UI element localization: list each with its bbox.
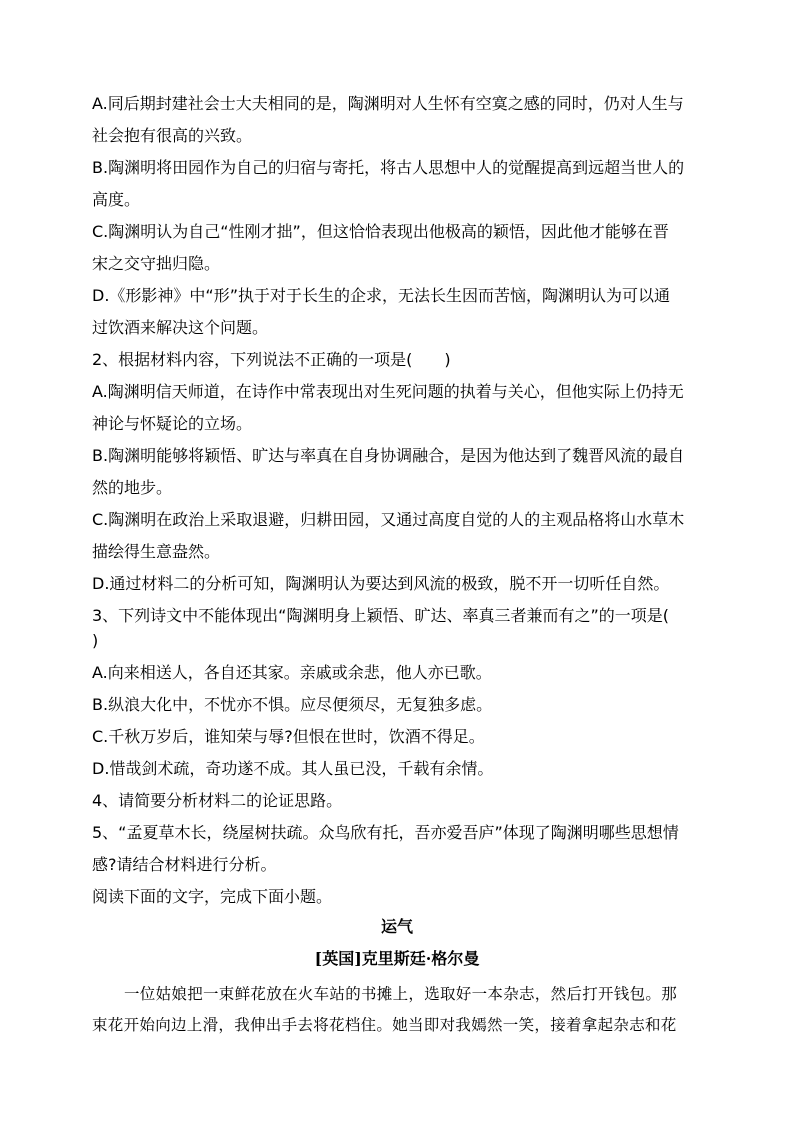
story-paragraph-line1: 一位姑娘把一束鲜花放在火车站的书摊上，选取好一本杂志，然后打开钱包。那 [124,985,678,1003]
q3-option-d: D.惜哉剑术疏，奇功遂不成。其人虽已没，千载有余情。 [92,759,494,778]
q2-option-d: D.通过材料二的分析可知，陶渊明认为要达到风流的极致，脱不开一切听任自然。 [92,574,670,593]
q3-option-c: C.千秋万岁后，谁知荣与辱?但恨在世时，饮酒不得足。 [92,727,485,746]
q2-option-c-line1: C.陶渊明在政治上采取退避，归耕田园，又通过高度自觉的人的主观品格将山水草木 [92,510,685,529]
q1-option-a-line1: A.同后期封建社会士大夫相同的是，陶渊明对人生怀有空寞之感的同时，仍对人生与 [92,94,684,113]
q2-option-a-line2: 神论与怀疑论的立场。 [92,414,253,433]
q2-option-b-line2: 然的地步。 [92,478,173,497]
q3-option-a: A.向来相送人，各自还其家。亲戚或余悲，他人亦已歌。 [92,663,492,682]
reading-instruction: 阅读下面的文字，完成下面小题。 [92,887,333,906]
q1-option-b-line1: B.陶渊明将田园作为自己的归宿与寄托，将古人思想中人的觉醒提高到远超当世人的 [92,158,685,177]
q5-stem-line2: 感?请结合材料进行分析。 [92,855,277,874]
q1-option-a-line2: 社会抱有很高的兴致。 [92,126,253,145]
story-paragraph-line2: 束花开始向边上滑，我伸出手去将花档住。她当即对我嫣然一笑，接着拿起杂志和花 [92,1016,677,1034]
q2-option-b-line1: B.陶渊明能够将颖悟、旷达与率真在自身协调融合，是因为他达到了魏晋风流的最自 [92,446,685,465]
q4-stem: 4、请简要分析材料二的论证思路。 [92,791,343,810]
q3-stem-line2: ) [92,631,99,650]
q2-option-a-line1: A.陶渊明信天师道，在诗作中常表现出对生死问题的执着与关心，但他实际上仍持无 [92,382,684,401]
q3-stem-line1: 3、下列诗文中不能体现出“陶渊明身上颖悟、旷达、率真三者兼而有之”的一项是( [92,606,670,625]
q1-option-c-line1: C.陶渊明认为自己“性刚才拙”，但这恰恰表现出他极高的颖悟，因此他才能够在晋 [92,222,669,241]
q1-option-b-line2: 高度。 [92,190,141,209]
q2-stem: 2、根据材料内容，下列说法不正确的一项是( ) [92,350,451,369]
story-title: 运气 [380,917,413,936]
q3-option-b: B.纵浪大化中，不忧亦不惧。应尽便须尽，无复独多虑。 [92,695,493,714]
q1-option-c-line2: 宋之交守拙归隐。 [92,254,221,273]
story-author: [英国]克里斯廷·格尔曼 [314,949,480,968]
q2-option-c-line2: 描绘得生意盎然。 [92,542,221,561]
q1-option-d-line2: 过饮酒来解决这个问题。 [92,318,269,337]
q1-option-d-line1: D.《形影神》中“形”执于对于长生的企求，无法长生因而苦恼，陶渊明认为可以通 [92,286,670,305]
q5-stem-line1: 5、“孟夏草木长，绕屋树扶疏。众鸟欣有托，吾亦爱吾庐”体现了陶渊明哪些思想情 [92,823,679,842]
